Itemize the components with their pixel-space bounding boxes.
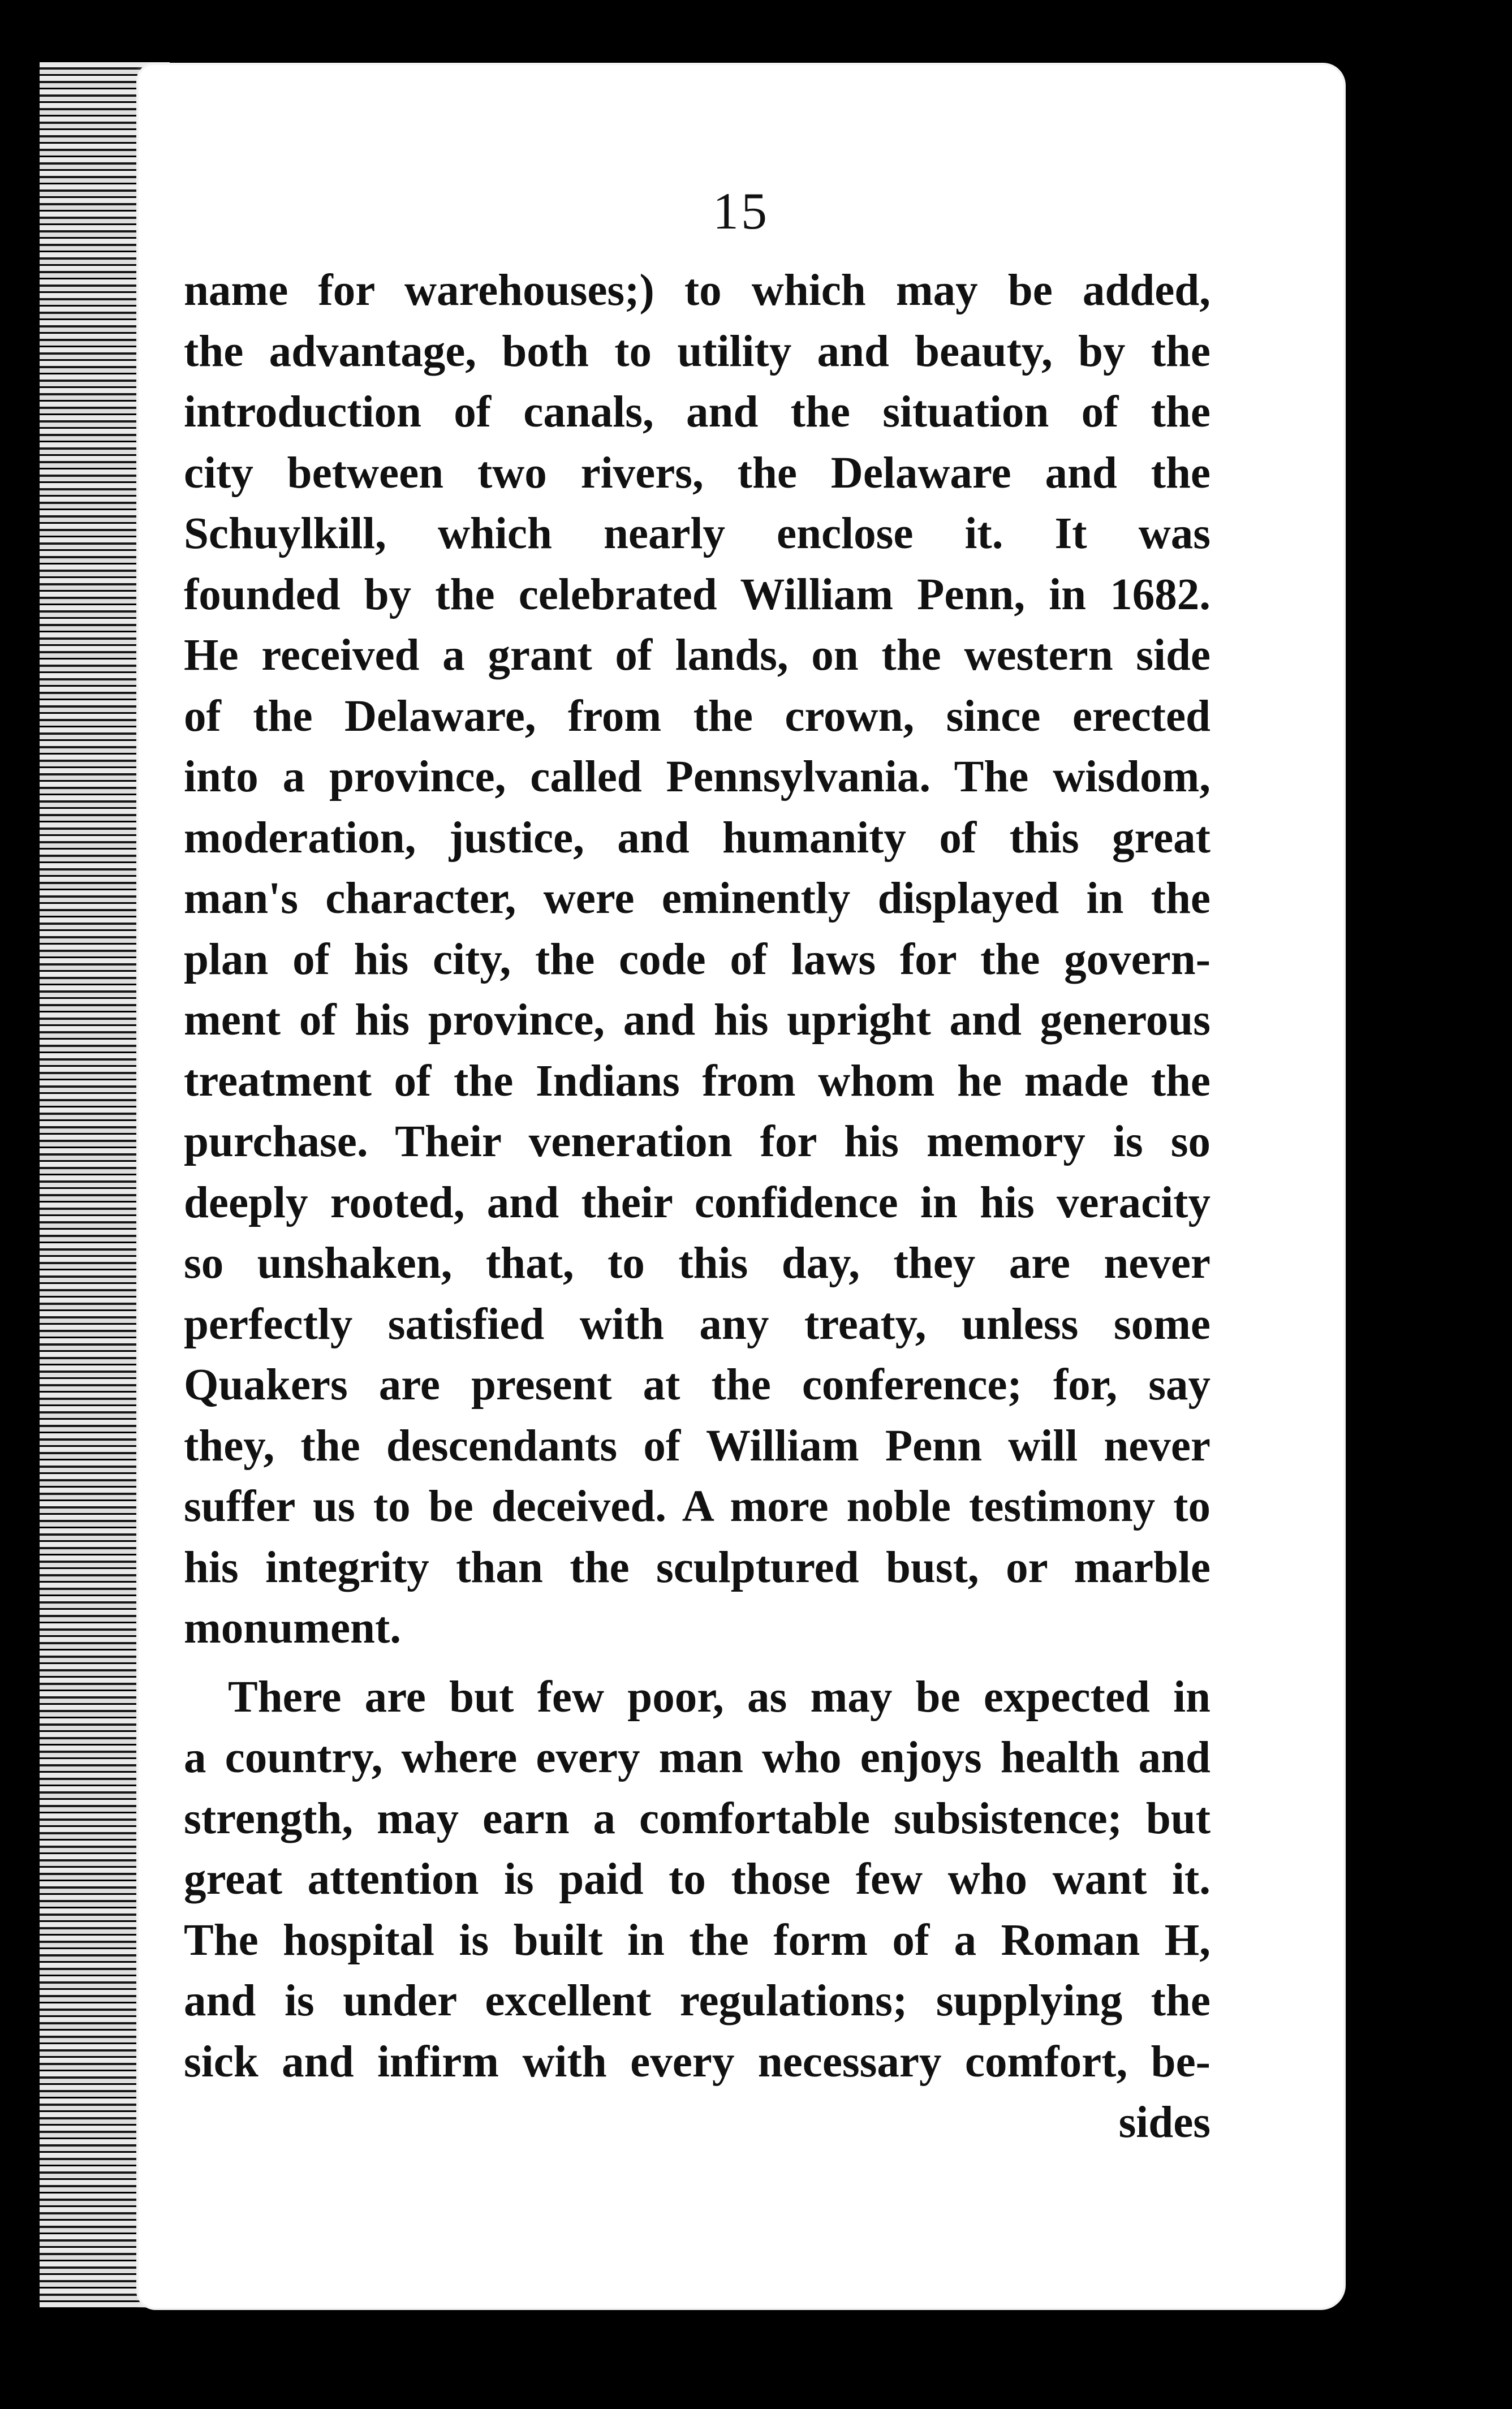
text-line: introduction of canals, and the situation of the: [184, 387, 1211, 437]
text-line: He received a grant of lands, on the western side: [184, 631, 1211, 680]
text-line: they, the descendants of William Penn will never: [184, 1421, 1211, 1471]
paragraph-gap: [184, 1659, 1211, 1667]
text-line: of the Delaware, from the crown, since erected: [184, 691, 1211, 741]
text-line: monument.: [184, 1604, 402, 1653]
text-line: purchase. Their veneration for his memory is so: [184, 1117, 1211, 1166]
text-line: Schuylkill, which nearly enclose it. It was: [184, 509, 1211, 558]
text-line: perfectly satisfied with any treaty, unless some: [184, 1299, 1211, 1349]
text-line: The hospital is built in the form of a Roman H,: [184, 1915, 1211, 1965]
text-line: into a province, called Pennsylvania. The wisdom,: [184, 752, 1211, 801]
paragraph-2: [184, 1667, 1211, 2093]
text-line: strength, may earn a comfortable subsistence; but: [184, 1794, 1211, 1843]
text-line: deeply rooted, and their confidence in his veracity: [184, 1178, 1211, 1227]
text-line: treatment of the Indians from whom he made the: [184, 1056, 1211, 1106]
body-text: [184, 260, 1211, 2153]
text-line: moderation, justice, and humanity of this great: [184, 813, 1211, 863]
text-line: suffer us to be deceived. A more noble testimony to: [184, 1482, 1211, 1531]
page-number: 15: [713, 182, 769, 240]
text-line: a country, where every man who enjoys health and: [184, 1733, 1211, 1782]
text-line: sick and infirm with every necessary comfort, be-: [184, 2037, 1211, 2087]
text-line: There are but few poor, as may be expected in: [228, 1672, 1211, 1722]
text-line: great attention is paid to those few who want it.: [184, 1855, 1211, 1904]
text-line: ment of his province, and his upright and generous: [184, 996, 1211, 1045]
text-line: the advantage, both to utility and beauty, by the: [184, 326, 1211, 376]
paragraph-1: [184, 260, 1211, 1659]
text-line: Quakers are present at the conference; for, say: [184, 1360, 1211, 1410]
text-line: so unshaken, that, to this day, they are never: [184, 1239, 1211, 1288]
text-line: his integrity than the sculptured bust, or marble: [184, 1542, 1211, 1592]
catchword: sides: [1118, 2098, 1211, 2147]
text-line: man's character, were eminently displayed in the: [184, 874, 1211, 923]
text-line: city between two rivers, the Delaware and the: [184, 448, 1211, 498]
text-line: plan of his city, the code of laws for the govern-: [184, 934, 1211, 984]
text-line: and is under excellent regulations; supplying the: [184, 1976, 1211, 2026]
book-page: [139, 65, 1343, 2308]
text-line: name for warehouses;) to which may be added,: [184, 266, 1211, 315]
text-line: founded by the celebrated William Penn, in 1682.: [184, 570, 1211, 619]
